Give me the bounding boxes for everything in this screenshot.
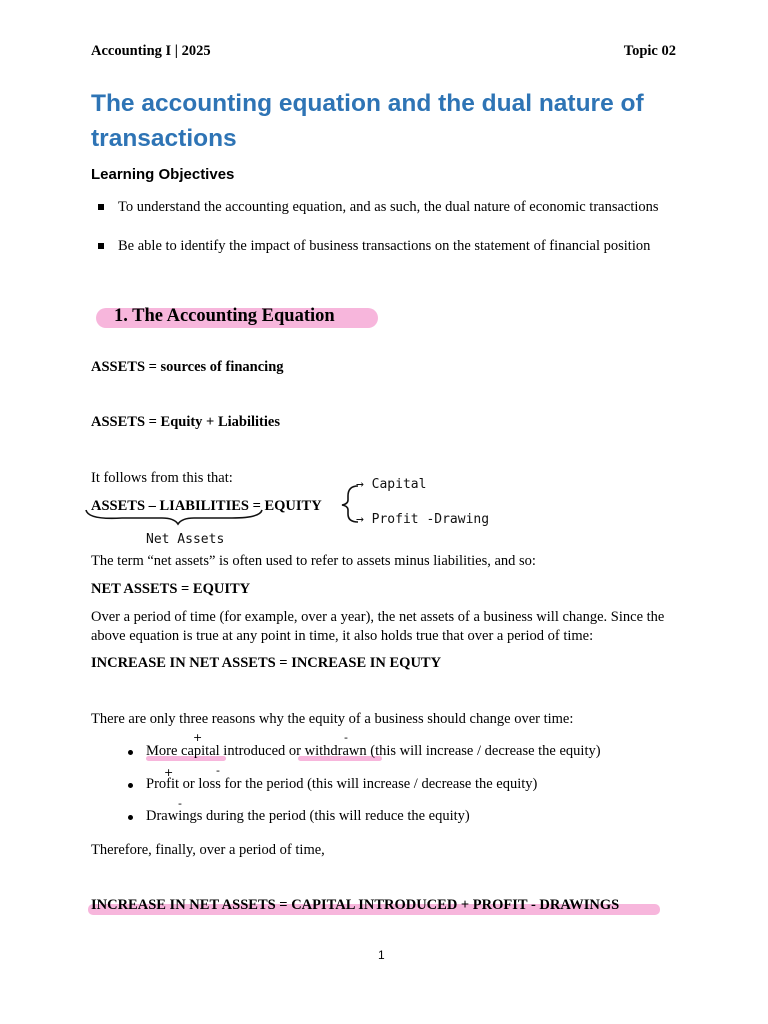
underbrace-mark xyxy=(86,510,262,524)
bullet-icon xyxy=(128,815,133,820)
equation-assets-sources: ASSETS = sources of financing xyxy=(91,359,284,375)
final-equation: INCREASE IN NET ASSETS = CAPITAL INTRODUCED + PROFIT - DRAWINGS xyxy=(91,897,620,913)
handwritten-net-assets: Net Assets xyxy=(146,532,225,547)
period-paragraph: Over a period of time (for example, over a year), the net assets of a business will change. Since the above equation is true at any point in time, it also holds true that over a period of time: xyxy=(91,609,665,644)
list-item: Drawings during the period (this will reduce the equity) xyxy=(128,808,470,825)
equation-increase-net-assets: INCREASE IN NET ASSETS = INCREASE IN EQUTY xyxy=(91,655,442,671)
header-topic: Topic 02 xyxy=(623,43,676,59)
therefore-text: Therefore, finally, over a period of time, xyxy=(91,842,325,858)
objective-item xyxy=(98,199,668,216)
handwritten-profit-drawing: → Profit -Drawing xyxy=(356,512,490,527)
reasons-intro: There are only three reasons why the equity of a business should change over time: xyxy=(91,711,574,727)
equation-net-assets: NET ASSETS = EQUITY xyxy=(91,581,251,597)
list-item: More capital introduced or withdrawn (this will increase / decrease the equity) xyxy=(128,743,601,760)
handwritten-minus: - xyxy=(344,731,348,744)
handwritten-plus: + xyxy=(193,731,203,744)
page-number: 1 xyxy=(378,948,385,962)
list-item: Profit or loss for the period (this will increase / decrease the equity) xyxy=(128,776,537,793)
header-course: Accounting I | 2025 xyxy=(91,43,211,59)
handwritten-capital: → Capital xyxy=(356,477,427,492)
page-title: The accounting equation and the dual nature of transactions xyxy=(91,90,644,152)
section-heading xyxy=(96,306,378,330)
follows-text: It follows from this that: xyxy=(91,470,233,486)
equation-assets-equity-liabilities: ASSETS = Equity + Liabilities xyxy=(91,414,280,430)
handwritten-minus: - xyxy=(178,797,182,810)
section-title: 1. The Accounting Equation xyxy=(114,306,335,326)
bullet-icon xyxy=(128,750,133,755)
handwritten-minus: - xyxy=(216,764,220,777)
bullet-icon xyxy=(128,783,133,788)
objective-item xyxy=(98,238,668,255)
square-bullet-icon xyxy=(98,204,104,210)
learning-objectives-heading: Learning Objectives xyxy=(91,166,235,183)
square-bullet-icon xyxy=(98,243,104,249)
net-assets-definition: The term “net assets” is often used to refer to assets minus liabilities, and so: xyxy=(91,553,536,569)
equation-net-assets-equity: ASSETS – LIABILITIES = EQUITY xyxy=(91,498,322,514)
objective-text: To understand the accounting equation, and as such, the dual nature of economic transactions xyxy=(118,199,659,215)
objective-text: Be able to identify the impact of business transactions on the statement of financial position xyxy=(118,238,651,254)
handwritten-plus: + xyxy=(164,766,174,779)
